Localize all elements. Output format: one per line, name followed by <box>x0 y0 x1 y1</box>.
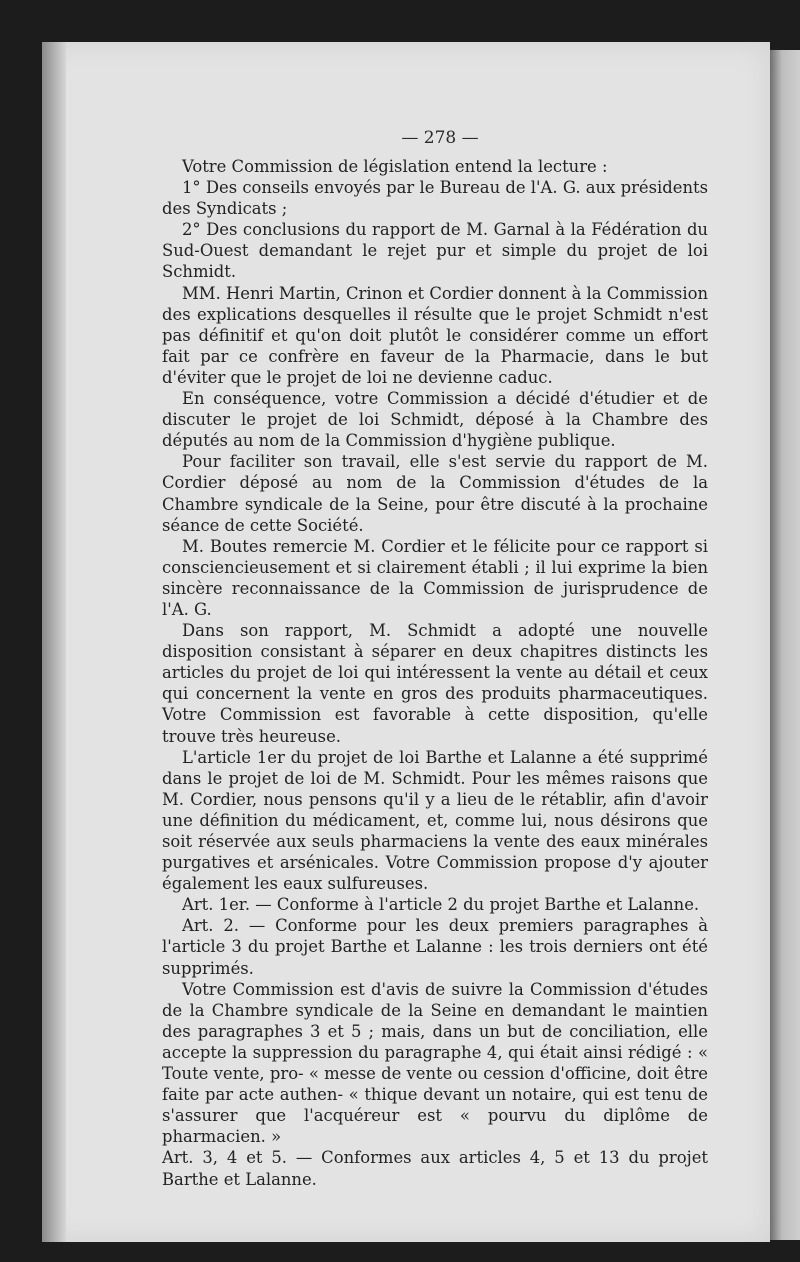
paragraph: MM. Henri Martin, Crinon et Cordier donnent à la Commission des explications desquelles il résulte que le projet Schmidt n'est pas définitif et qu'on doit plutôt le considérer comme un effort fait par ce confrère en faveur de la Pharmacie, dans le but d'éviter que le projet de loi ne devienne caduc. <box>162 283 709 387</box>
paragraph: M. Boutes remercie M. Cordier et le félicite pour ce rapport si consciencieusement et si clairement établi ; il lui exprime la bien sincère reconnaissance de la Commission de jurisprudence de l'A. G. <box>162 536 708 619</box>
paragraph: Art. 2. — Conforme pour les deux premiers paragraphes à l'article 3 du projet Barthe et Lalanne : les trois derniers ont été supprimés. <box>162 916 708 978</box>
paragraph: L'article 1er du projet de loi Barthe et Lalanne a été supprimé dans le projet de loi de M. Schmidt. Pour les mêmes raisons que M. Cordier, nous pensons qu'il y a lieu de le rétablir, afin d'avoir une définition du médicament, et, comme lui, nous désirons que soit réservée aux seuls pharmaciens la vente des eaux minérales purgatives et arsénicales. Votre Commission propose d'y ajouter également les eaux sulfureuses. <box>162 747 708 894</box>
paragraph: 1° Des conseils envoyés par le Bureau de l'A. G. aux présidents des Syndicats ; <box>162 178 708 219</box>
paragraph: Dans son rapport, M. Schmidt a adopté une nouvelle disposition consistant à séparer en deux chapitres distincts les articles du projet de loi qui intéressent la vente au détail et ceux qui concernent la vente en gros des produits pharmaceutiques. Votre Commission est favorable à cette disposition, qu'elle trouve très heureuse. <box>162 621 708 746</box>
paragraph: 2° Des conclusions du rapport de M. Garnal à la Fédération du Sud-Ouest demandant le rejet pur et simple du projet de loi Schmidt. <box>162 220 708 282</box>
paragraph: Votre Commission de législation entend la lecture : <box>182 157 608 176</box>
paragraph: Pour faciliter son travail, elle s'est servie du rapport de M. Cordier déposé au nom de la Commission d'études de la Chambre syndicale de la Seine, pour être discuté à la prochaine séance de cette Société. <box>162 452 708 535</box>
page-gutter-shadow <box>42 42 66 1242</box>
paragraph: Votre Commission est d'avis de suivre la Commission d'études de la Chambre syndicale de la Seine en demandant le maintien des paragraphes 3 et 5 ; mais, dans un but de conciliation, elle accepte la suppression du paragraphe 4, qui était ainsi rédigé : « Toute vente, pro- « messe de vente ou cession d'officine, doit être faite par acte authen- « thique devant un notaire, qui est tenu de s'assurer que l'acquéreur est « pourvu du diplôme de pharmacien. » <box>162 979 708 1147</box>
paragraph: En conséquence, votre Commission a décidé d'étudier et de discuter le projet de loi Schmidt, déposé à la Chambre des députés au nom de la Commission d'hygiène publique. <box>162 389 708 451</box>
body-text <box>162 156 708 1190</box>
paragraph: Art. 1er. — Conforme à l'article 2 du projet Barthe et Lalanne. <box>182 895 700 915</box>
page-number: — 278 — <box>401 128 479 148</box>
adjacent-page-edge <box>770 50 800 1240</box>
paragraph: Art. 3, 4 et 5. — Conformes aux articles 4, 5 et 13 du projet Barthe et Lalanne. <box>162 1148 708 1189</box>
